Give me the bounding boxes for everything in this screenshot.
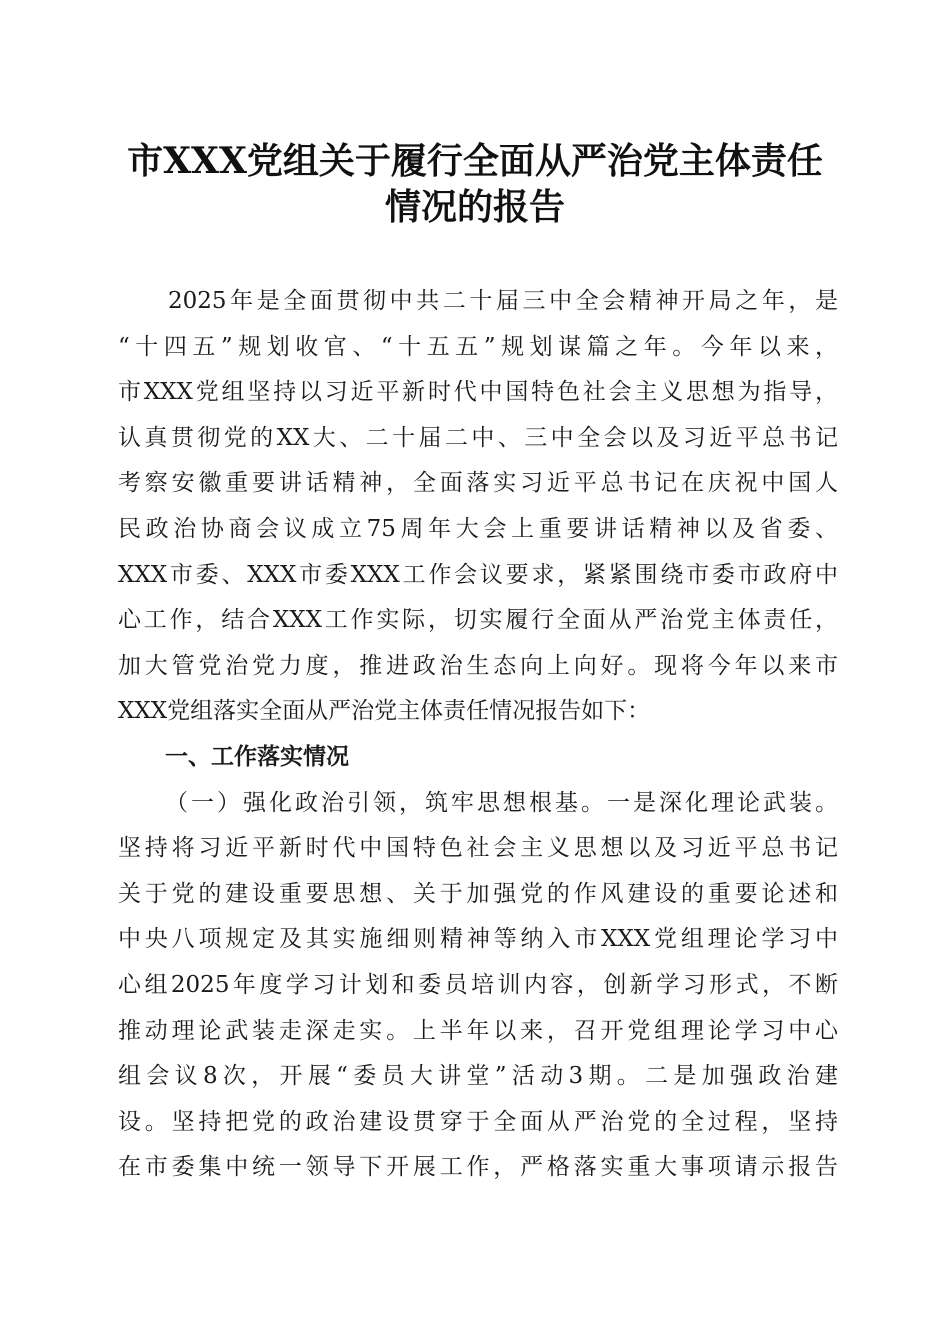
section-line-3: 关于党的建设重要思想、关于加强党的作风建设的重要论述和 — [118, 880, 838, 907]
section-line-7: 组会议8次，开展“委员大讲堂”活动3期。二是加强政治建 — [118, 1063, 838, 1090]
intro-line-2: “十四五”规划收官、“十五五”规划谋篇之年。今年以来， — [118, 333, 838, 360]
intro-line-4: 认真贯彻党的XX大、二十届二中、三中全会以及习近平总书记 — [118, 424, 838, 451]
document-title — [90, 138, 860, 230]
intro-line-10: XXX党组落实全面从严治党主体责任情况报告如下： — [118, 698, 651, 725]
section-heading: 一、工作落实情况 — [165, 743, 349, 770]
intro-line-5: 考察安徽重要讲话精神，全面落实习近平总书记在庆祝中国人 — [118, 470, 838, 497]
section-line-2: 坚持将习近平新时代中国特色社会主义思想以及习近平总书记 — [118, 835, 838, 862]
section-line-6: 推动理论武装走深走实。上半年以来，召开党组理论学习中心 — [118, 1017, 838, 1044]
section-line-4: 中央八项规定及其实施细则精神等纳入市XXX党组理论学习中 — [118, 926, 838, 953]
document-body — [118, 279, 838, 1191]
intro-line-1: 2025年是全面贯彻中共二十届三中全会精神开局之年，是 — [168, 288, 838, 314]
intro-line-7: XXX市委、XXX市委XXX工作会议要求，紧紧围绕市委市政府中 — [118, 561, 838, 588]
section-line-1: （一）强化政治引领，筑牢思想根基。一是深化理论武装。 — [165, 789, 838, 816]
title-line-1: 市XXX党组关于履行全面从严治党主体责任 — [127, 140, 823, 182]
section-line-8: 设。坚持把党的政治建设贯穿于全面从严治党的全过程，坚持 — [118, 1108, 838, 1135]
intro-line-6: 民政治协商会议成立75周年大会上重要讲话精神以及省委、 — [118, 515, 838, 542]
section-line-5: 心组2025年度学习计划和委员培训内容，创新学习形式，不断 — [118, 971, 838, 998]
intro-line-8: 心工作，结合XXX工作实际，切实履行全面从严治党主体责任， — [118, 607, 838, 634]
intro-line-9: 加大管党治党力度，推进政治生态向上向好。现将今年以来市 — [118, 652, 838, 679]
title-line-2: 情况的报告 — [384, 186, 565, 228]
section-line-9: 在市委集中统一领导下开展工作，严格落实重大事项请示报告 — [118, 1154, 838, 1181]
intro-line-3: 市XXX党组坚持以习近平新时代中国特色社会主义思想为指导， — [118, 379, 838, 406]
